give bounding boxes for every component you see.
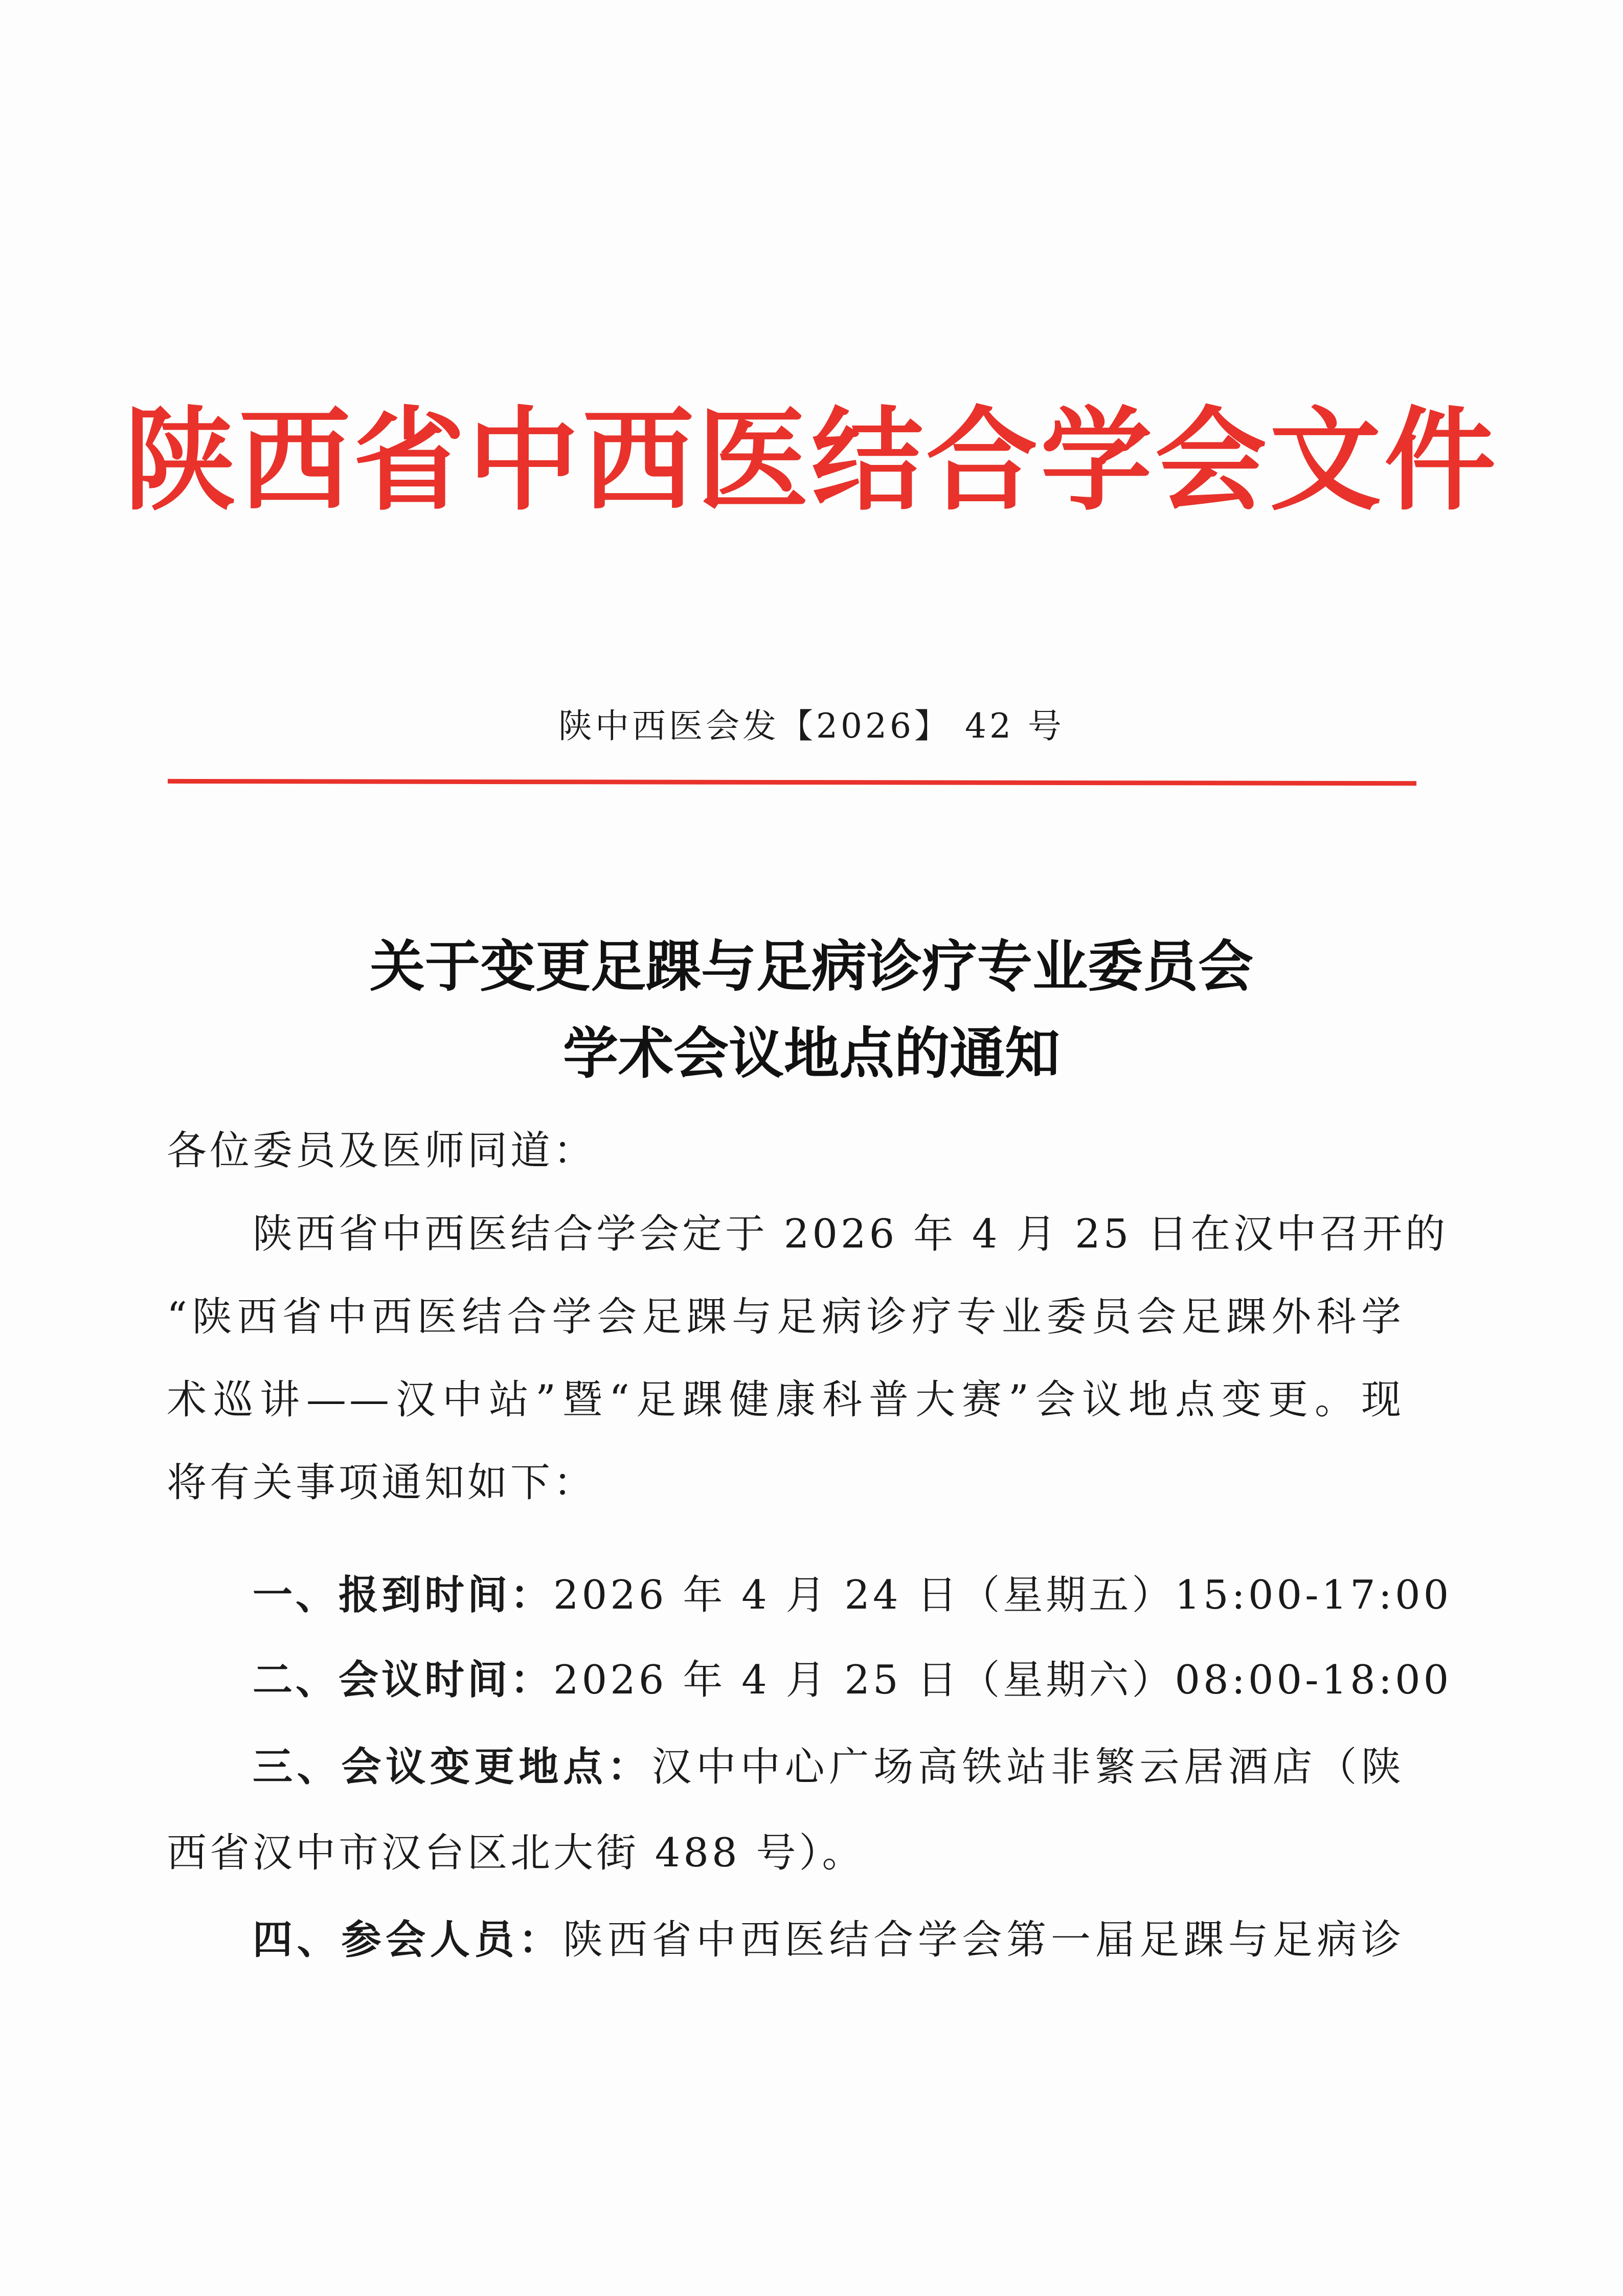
item-label: 三、会议变更地点： bbox=[253, 1744, 652, 1790]
item-value: 2026 年 4 月 25 日（星期六）08:00-18:00 bbox=[553, 1657, 1452, 1703]
item-label: 二、会议时间： bbox=[253, 1657, 554, 1703]
notice-title-line-1: 关于变更足踝与足病诊疗专业委员会 bbox=[369, 934, 1253, 999]
item-meeting-time bbox=[253, 1652, 1452, 1708]
item-attendees bbox=[253, 1912, 1404, 1968]
item-label: 一、报到时间： bbox=[253, 1572, 554, 1618]
intro-line-3: 术巡讲——汉中站”暨“足踝健康科普大赛”会议地点变更。现 bbox=[167, 1377, 1404, 1423]
notice-title-line-2: 学术会议地点的通知 bbox=[562, 1021, 1060, 1086]
document-number: 陕中西医会发【2026】 42 号 bbox=[558, 706, 1065, 746]
item-label: 四、参会人员： bbox=[253, 1916, 563, 1963]
intro-line-4: 将有关事项通知如下： bbox=[167, 1460, 597, 1506]
item-value: 陕西省中西医结合学会第一届足踝与足病诊 bbox=[563, 1917, 1404, 1963]
red-divider-line bbox=[168, 779, 1416, 786]
item-new-venue-continuation: 西省汉中市汉台区北大街 488 号）。 bbox=[167, 1830, 865, 1876]
masthead-title: 陕西省中西医结合学会文件 bbox=[124, 395, 1499, 526]
item-value: 2026 年 4 月 24 日（星期五）15:00-17:00 bbox=[553, 1572, 1452, 1618]
salutation: 各位委员及医师同道： bbox=[167, 1128, 597, 1174]
item-registration-time bbox=[253, 1567, 1452, 1623]
intro-line-1: 陕西省中西医结合学会定于 2026 年 4 月 25 日在汉中召开的 bbox=[253, 1211, 1449, 1257]
item-value: 汉中中心广场高铁站非繁云居酒店（陕 bbox=[651, 1744, 1404, 1790]
intro-line-2: “陕西省中西医结合学会足踝与足病诊疗专业委员会足踝外科学 bbox=[167, 1294, 1404, 1340]
item-new-venue bbox=[253, 1739, 1404, 1795]
